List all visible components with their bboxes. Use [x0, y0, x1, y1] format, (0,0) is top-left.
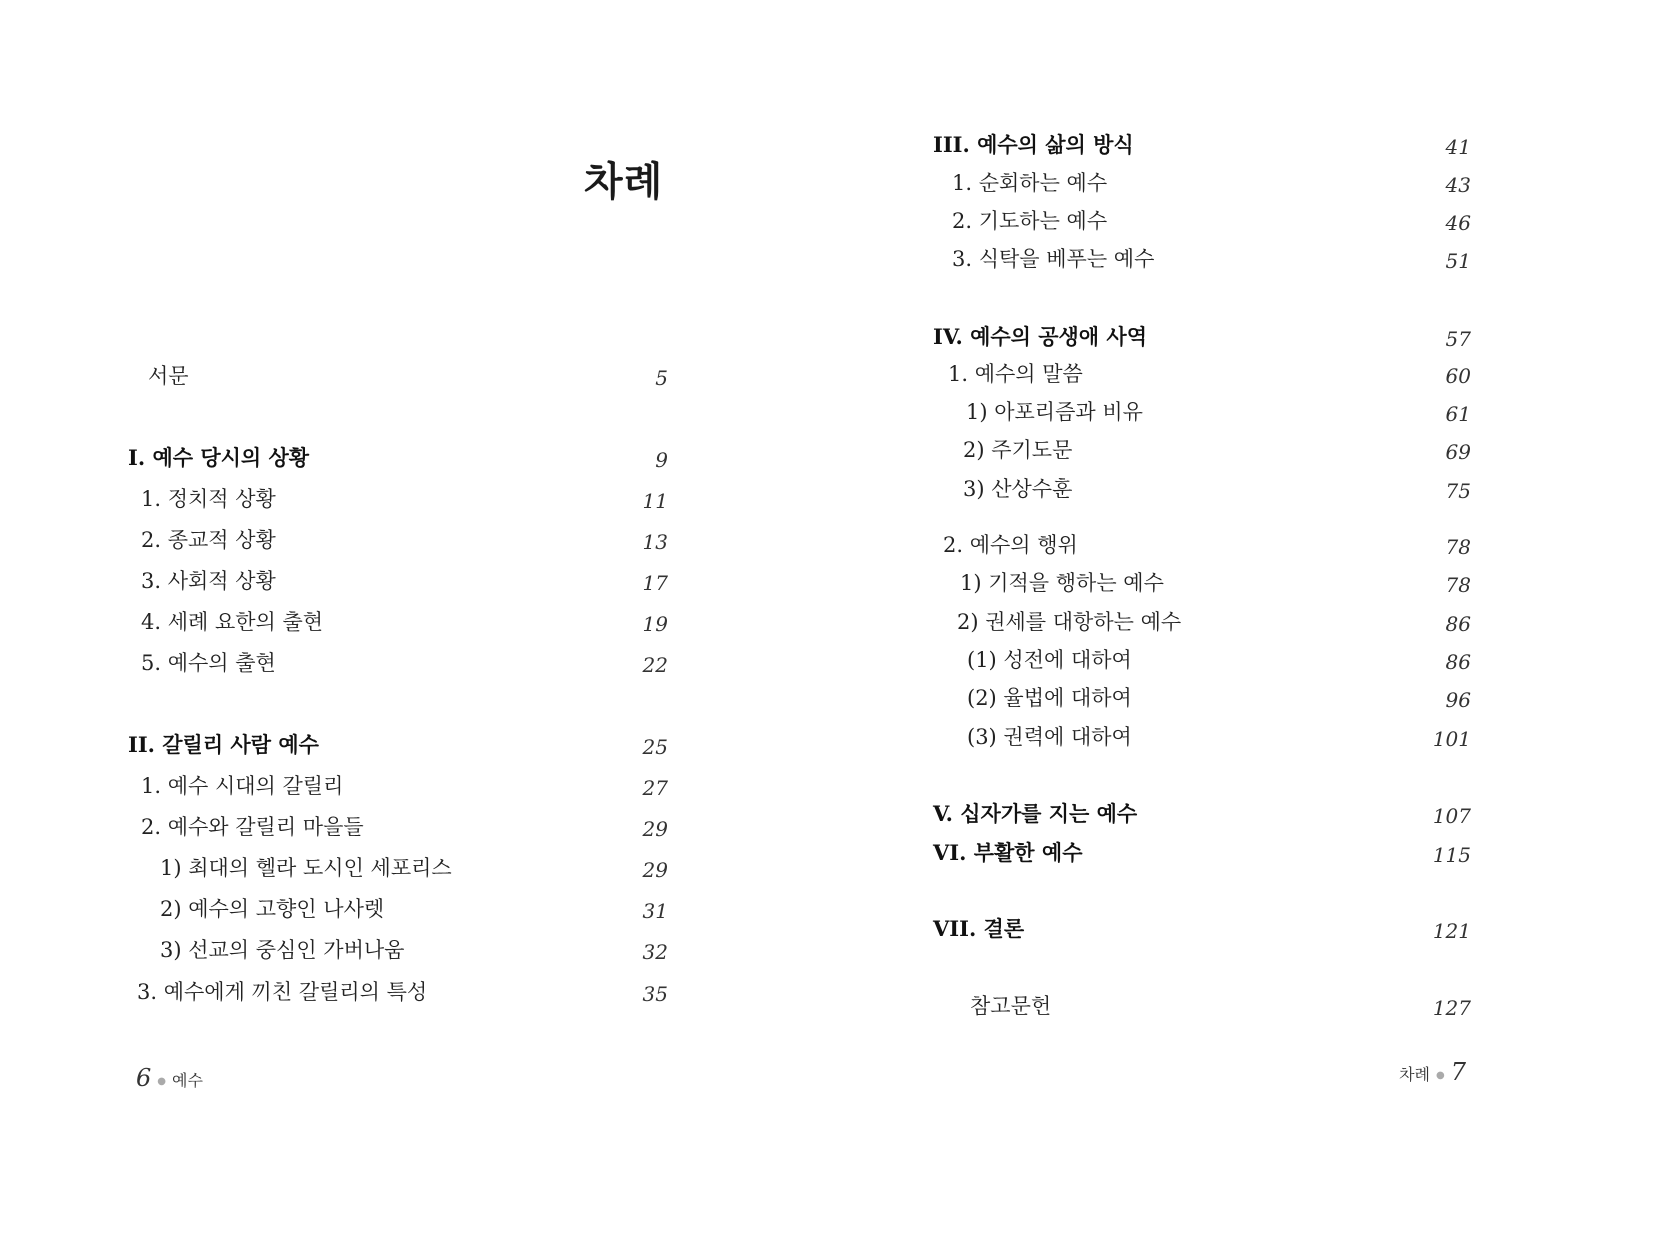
toc-entry-page: 5 — [655, 366, 668, 390]
footer-bullet-icon: ● — [1435, 1070, 1445, 1081]
toc-entry-page: 17 — [642, 571, 668, 595]
toc-entry-label: 3) 산상수훈 — [963, 477, 1073, 501]
toc-entry-subsection[interactable] — [160, 936, 668, 964]
toc-entry-page: 43 — [1445, 173, 1471, 197]
toc-entry-section[interactable] — [141, 772, 668, 800]
footer-page-number: 6 — [136, 1064, 152, 1092]
toc-entry-chapter-5[interactable] — [933, 800, 1471, 828]
toc-entry-label: 참고문헌 — [970, 994, 1052, 1018]
toc-entry-label: 2. 기도하는 예수 — [952, 209, 1108, 233]
toc-entry-page: 75 — [1445, 479, 1471, 503]
toc-entry-page: 101 — [1432, 727, 1471, 751]
toc-entry-page: 61 — [1445, 402, 1471, 426]
toc-entry-label: (3) 권력에 대하여 — [967, 725, 1132, 749]
toc-entry-page: 60 — [1445, 364, 1471, 388]
toc-entry-label: 2. 종교적 상황 — [141, 528, 276, 552]
toc-entry-page: 78 — [1445, 573, 1471, 597]
toc-entry-label: 5. 예수의 출현 — [141, 651, 276, 675]
toc-entry-subsection[interactable] — [963, 436, 1471, 464]
toc-entry-page: 86 — [1445, 612, 1471, 636]
toc-entry-label: 4. 세례 요한의 출현 — [141, 610, 324, 634]
toc-entry-label: 3. 식탁을 베푸는 예수 — [952, 247, 1155, 271]
toc-entry-label: VI. 부활한 예수 — [933, 840, 1083, 865]
footer-bullet-icon: ● — [157, 1076, 167, 1087]
toc-entry-section[interactable] — [141, 608, 668, 636]
toc-entry-subsection[interactable] — [966, 398, 1471, 426]
toc-entry-page: 86 — [1445, 650, 1471, 674]
toc-entry-subsection[interactable] — [160, 854, 668, 882]
footer-page-number: 7 — [1450, 1058, 1466, 1086]
toc-entry-label: 3) 선교의 중심인 가버나움 — [160, 938, 405, 962]
toc-entry-label: IV. 예수의 공생애 사역 — [933, 324, 1147, 349]
toc-entry-page: 13 — [642, 530, 668, 554]
toc-entry-page: 31 — [642, 899, 668, 923]
right-footer — [1399, 1058, 1466, 1086]
toc-entry-page: 27 — [642, 776, 668, 800]
toc-entry-subsubsection[interactable] — [967, 723, 1471, 751]
toc-entry-page: 107 — [1432, 804, 1471, 828]
toc-entry-page: 25 — [642, 735, 668, 759]
toc-entry-page: 78 — [1445, 535, 1471, 559]
toc-entry-chapter-6[interactable] — [933, 839, 1471, 867]
toc-entry-page: 19 — [642, 612, 668, 636]
footer-running-title: 차례 — [1399, 1065, 1430, 1084]
toc-entry-page: 115 — [1432, 843, 1471, 867]
toc-entry-label: 1. 예수 시대의 갈릴리 — [141, 774, 344, 798]
toc-title: 차례 — [584, 159, 664, 205]
toc-entry-section[interactable] — [952, 245, 1471, 273]
toc-entry-label: 2) 권세를 대항하는 예수 — [957, 610, 1182, 634]
toc-entry-chapter-3[interactable] — [933, 131, 1471, 159]
left-footer — [136, 1064, 203, 1092]
footer-running-title: 예수 — [172, 1071, 203, 1090]
toc-entry-references[interactable] — [970, 992, 1471, 1020]
toc-entry-label: 2) 예수의 고향인 나사렛 — [160, 897, 385, 921]
toc-entry-page: 51 — [1445, 249, 1471, 273]
toc-entry-label: 3. 예수에게 끼친 갈릴리의 특성 — [137, 980, 428, 1004]
toc-entry-page: 69 — [1445, 440, 1471, 464]
toc-entry-label: (2) 율법에 대하여 — [967, 686, 1132, 710]
toc-entry-page: 96 — [1445, 688, 1471, 712]
toc-entry-subsection[interactable] — [160, 895, 668, 923]
toc-entry-label: (1) 성전에 대하여 — [967, 648, 1132, 672]
toc-entry-label: 1) 아포리즘과 비유 — [966, 400, 1143, 424]
toc-entry-page: 9 — [655, 448, 668, 472]
toc-entry-label: 서문 — [148, 364, 189, 388]
toc-entry-section[interactable] — [943, 531, 1471, 559]
toc-entry-page: 127 — [1432, 996, 1471, 1020]
toc-entry-section[interactable] — [952, 207, 1471, 235]
toc-entry-section[interactable] — [952, 169, 1471, 197]
toc-entry-label: 1. 예수의 말씀 — [948, 362, 1083, 386]
toc-entry-label: III. 예수의 삶의 방식 — [933, 132, 1134, 157]
toc-entry-subsubsection[interactable] — [967, 684, 1471, 712]
toc-entry-subsection[interactable] — [960, 569, 1471, 597]
toc-entry-label: 2. 예수의 행위 — [943, 533, 1078, 557]
toc-entry-label: 1. 순회하는 예수 — [952, 171, 1108, 195]
toc-entry-page: 11 — [642, 489, 668, 513]
toc-entry-section[interactable] — [141, 649, 668, 677]
toc-entry-section[interactable] — [141, 813, 668, 841]
toc-entry-preface[interactable] — [148, 362, 668, 390]
toc-entry-page: 46 — [1445, 211, 1471, 235]
toc-entry-label: 3. 사회적 상황 — [141, 569, 276, 593]
toc-entry-section[interactable] — [137, 978, 668, 1006]
toc-entry-page: 29 — [642, 858, 668, 882]
toc-entry-label: VII. 결론 — [933, 916, 1025, 941]
toc-entry-page: 57 — [1445, 327, 1471, 351]
toc-entry-label: I. 예수 당시의 상황 — [128, 445, 310, 470]
right-page — [832, 0, 1664, 1254]
toc-entry-section[interactable] — [141, 526, 668, 554]
toc-entry-chapter-4[interactable] — [933, 323, 1471, 351]
toc-entry-subsection[interactable] — [963, 475, 1471, 503]
toc-entry-section[interactable] — [948, 360, 1471, 388]
toc-entry-page: 29 — [642, 817, 668, 841]
toc-entry-label: 1) 기적을 행하는 예수 — [960, 571, 1164, 595]
toc-entry-section[interactable] — [141, 485, 668, 513]
toc-entry-page: 32 — [642, 940, 668, 964]
toc-entry-label: 1. 정치적 상황 — [141, 487, 276, 511]
toc-entry-label: 2. 예수와 갈릴리 마을들 — [141, 815, 364, 839]
toc-entry-section[interactable] — [141, 567, 668, 595]
toc-entry-chapter-1[interactable] — [128, 444, 668, 472]
toc-entry-page: 22 — [642, 653, 668, 677]
toc-entry-label: V. 십자가를 지는 예수 — [933, 801, 1138, 826]
toc-entry-chapter-2[interactable] — [128, 731, 668, 759]
toc-entry-page: 41 — [1445, 135, 1471, 159]
toc-entry-page: 35 — [642, 982, 668, 1006]
toc-entry-subsubsection[interactable] — [967, 646, 1471, 674]
toc-entry-label: 1) 최대의 헬라 도시인 세포리스 — [160, 856, 452, 880]
toc-entry-subsection[interactable] — [957, 608, 1471, 636]
toc-entry-page: 121 — [1432, 919, 1471, 943]
toc-entry-label: 2) 주기도문 — [963, 438, 1073, 462]
toc-entry-chapter-7[interactable] — [933, 915, 1471, 943]
toc-entry-label: II. 갈릴리 사람 예수 — [128, 732, 319, 757]
